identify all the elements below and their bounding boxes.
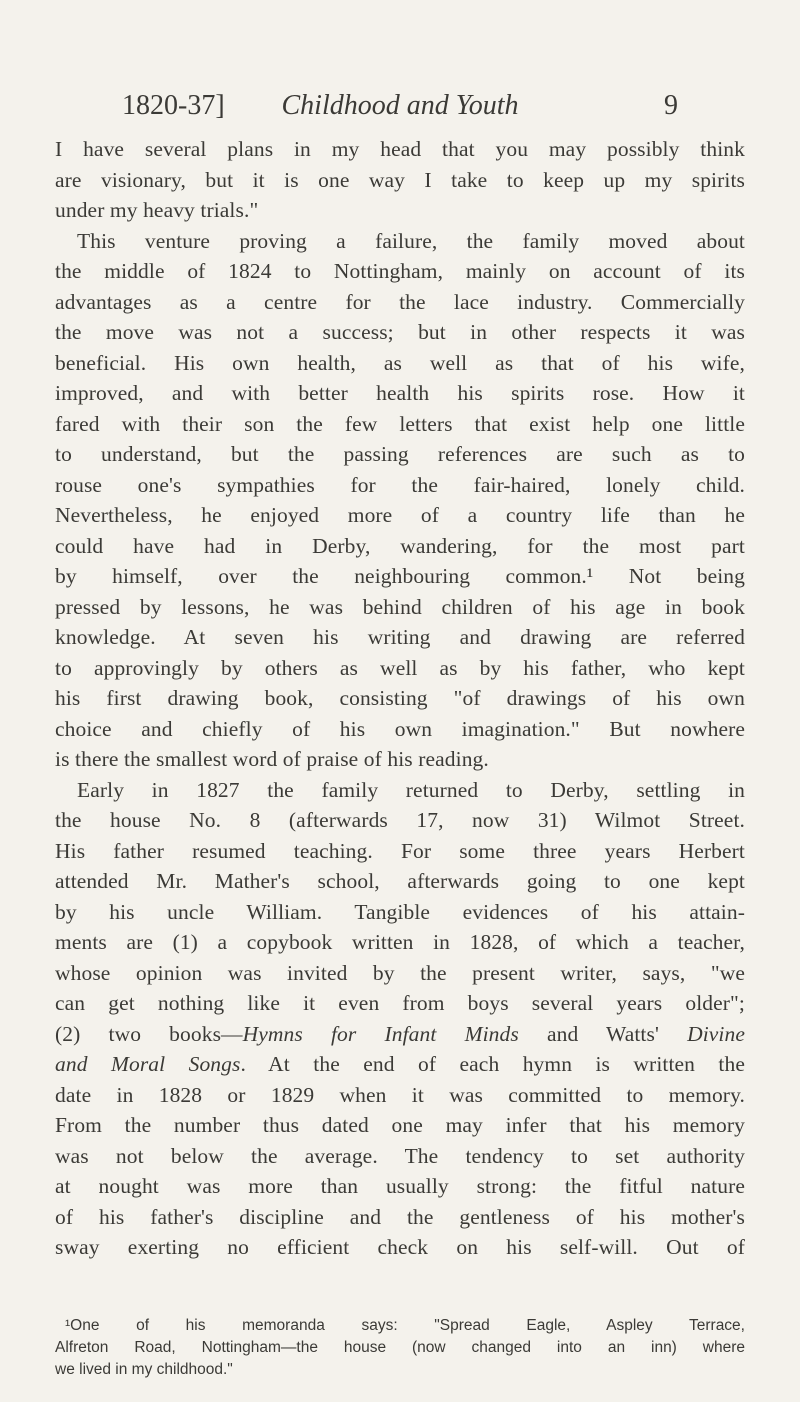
running-head-years: 1820-37] — [122, 90, 225, 121]
running-head — [122, 86, 678, 126]
text-line: sway exerting no efficient check on his self-will. Out of — [55, 1235, 745, 1259]
book-title-divine-songs-part: Divine — [687, 1021, 745, 1046]
text-line — [55, 1049, 745, 1080]
text-line: knowledge. At seven his writing and drawing are referred — [55, 625, 745, 649]
text-line: fared with their son the few letters that exist help one little — [55, 411, 745, 436]
page-number: 9 — [664, 90, 678, 121]
footnote-line: we lived in my childhood." — [55, 1361, 233, 1378]
text-line: advantages as a centre for the lace industry. Commercially — [55, 289, 745, 314]
text-line: pressed by lessons, he was behind children of his age in book — [55, 594, 745, 619]
text-line: Early in 1827 the family returned to Derby, settling in — [77, 777, 745, 802]
text-line: rouse one's sympathies for the fair-haired, lonely child. — [55, 472, 745, 497]
text-segment: and Watts' — [518, 1021, 688, 1046]
text-line: to approvingly by others as well as by his father, who kept — [55, 655, 745, 680]
text-line: could have had in Derby, wandering, for the most part — [55, 533, 745, 558]
text-line: to understand, but the passing references are such as to — [55, 442, 745, 466]
body-text — [55, 134, 745, 1263]
text-line: under my heavy trials." — [55, 198, 259, 222]
text-line: the house No. 8 (afterwards 17, now 31) Wilmot Street. — [55, 808, 745, 832]
text-line — [55, 1019, 745, 1050]
book-title-hymns: Hymns for Infant Minds — [242, 1021, 519, 1046]
text-line: whose opinion was invited by the present writer, says, "we — [55, 960, 745, 985]
text-line: I have several plans in my head that you may possibly think — [55, 137, 745, 161]
footnote — [55, 1315, 745, 1381]
footnote-line: ¹One of his memoranda says: "Spread Eagle, Aspley Terrace, — [65, 1317, 745, 1334]
text-line: improved, and with better health his spirits rose. How it — [55, 381, 745, 405]
text-line: attended Mr. Mather's school, afterwards going to one kept — [55, 869, 745, 893]
text-line: This venture proving a failure, the family moved about — [77, 228, 745, 253]
text-line: Nevertheless, he enjoyed more of a country life than he — [55, 503, 745, 527]
text-line: From the number thus dated one may infer that his memory — [55, 1113, 745, 1137]
text-line: by his uncle William. Tangible evidences of his attain- — [55, 899, 745, 924]
text-segment: (2) two books— — [55, 1021, 243, 1046]
text-line: His father resumed teaching. For some three years Herbert — [55, 838, 745, 863]
footnote-line: Alfreton Road, Nottingham—the house (now changed into an inn) where — [55, 1339, 745, 1356]
text-line: can get nothing like it even from boys several years older"; — [55, 991, 745, 1015]
text-line: are visionary, but it is one way I take to keep up my spirits — [55, 167, 745, 192]
text-line: of his father's discipline and the gentleness of his mother's — [55, 1204, 745, 1229]
text-line: the move was not a success; but in other respects it was — [55, 320, 745, 344]
text-line: date in 1828 or 1829 when it was committed to memory. — [55, 1082, 745, 1107]
book-title-divine-songs-rest: and Moral Songs — [55, 1052, 241, 1076]
text-line: his first drawing book, consisting "of drawings of his own — [55, 686, 745, 710]
text-line: was not below the average. The tendency to set authority — [55, 1143, 745, 1168]
text-line: beneficial. His own health, as well as that of his wife, — [55, 350, 745, 375]
text-line: the middle of 1824 to Nottingham, mainly on account of its — [55, 259, 745, 283]
text-line: by himself, over the neighbouring common.¹ Not being — [55, 564, 745, 588]
text-line: at nought was more than usually strong: the fitful nature — [55, 1174, 745, 1198]
running-head-title: Childhood and Youth — [281, 90, 519, 121]
text-segment: . At the end of each hymn is written the — [240, 1052, 745, 1076]
text-line: choice and chiefly of his own imagination." But nowhere — [55, 716, 745, 741]
text-line: is there the smallest word of praise of his reading. — [55, 747, 489, 771]
text-line: ments are (1) a copybook written in 1828, of which a teacher, — [55, 930, 745, 954]
